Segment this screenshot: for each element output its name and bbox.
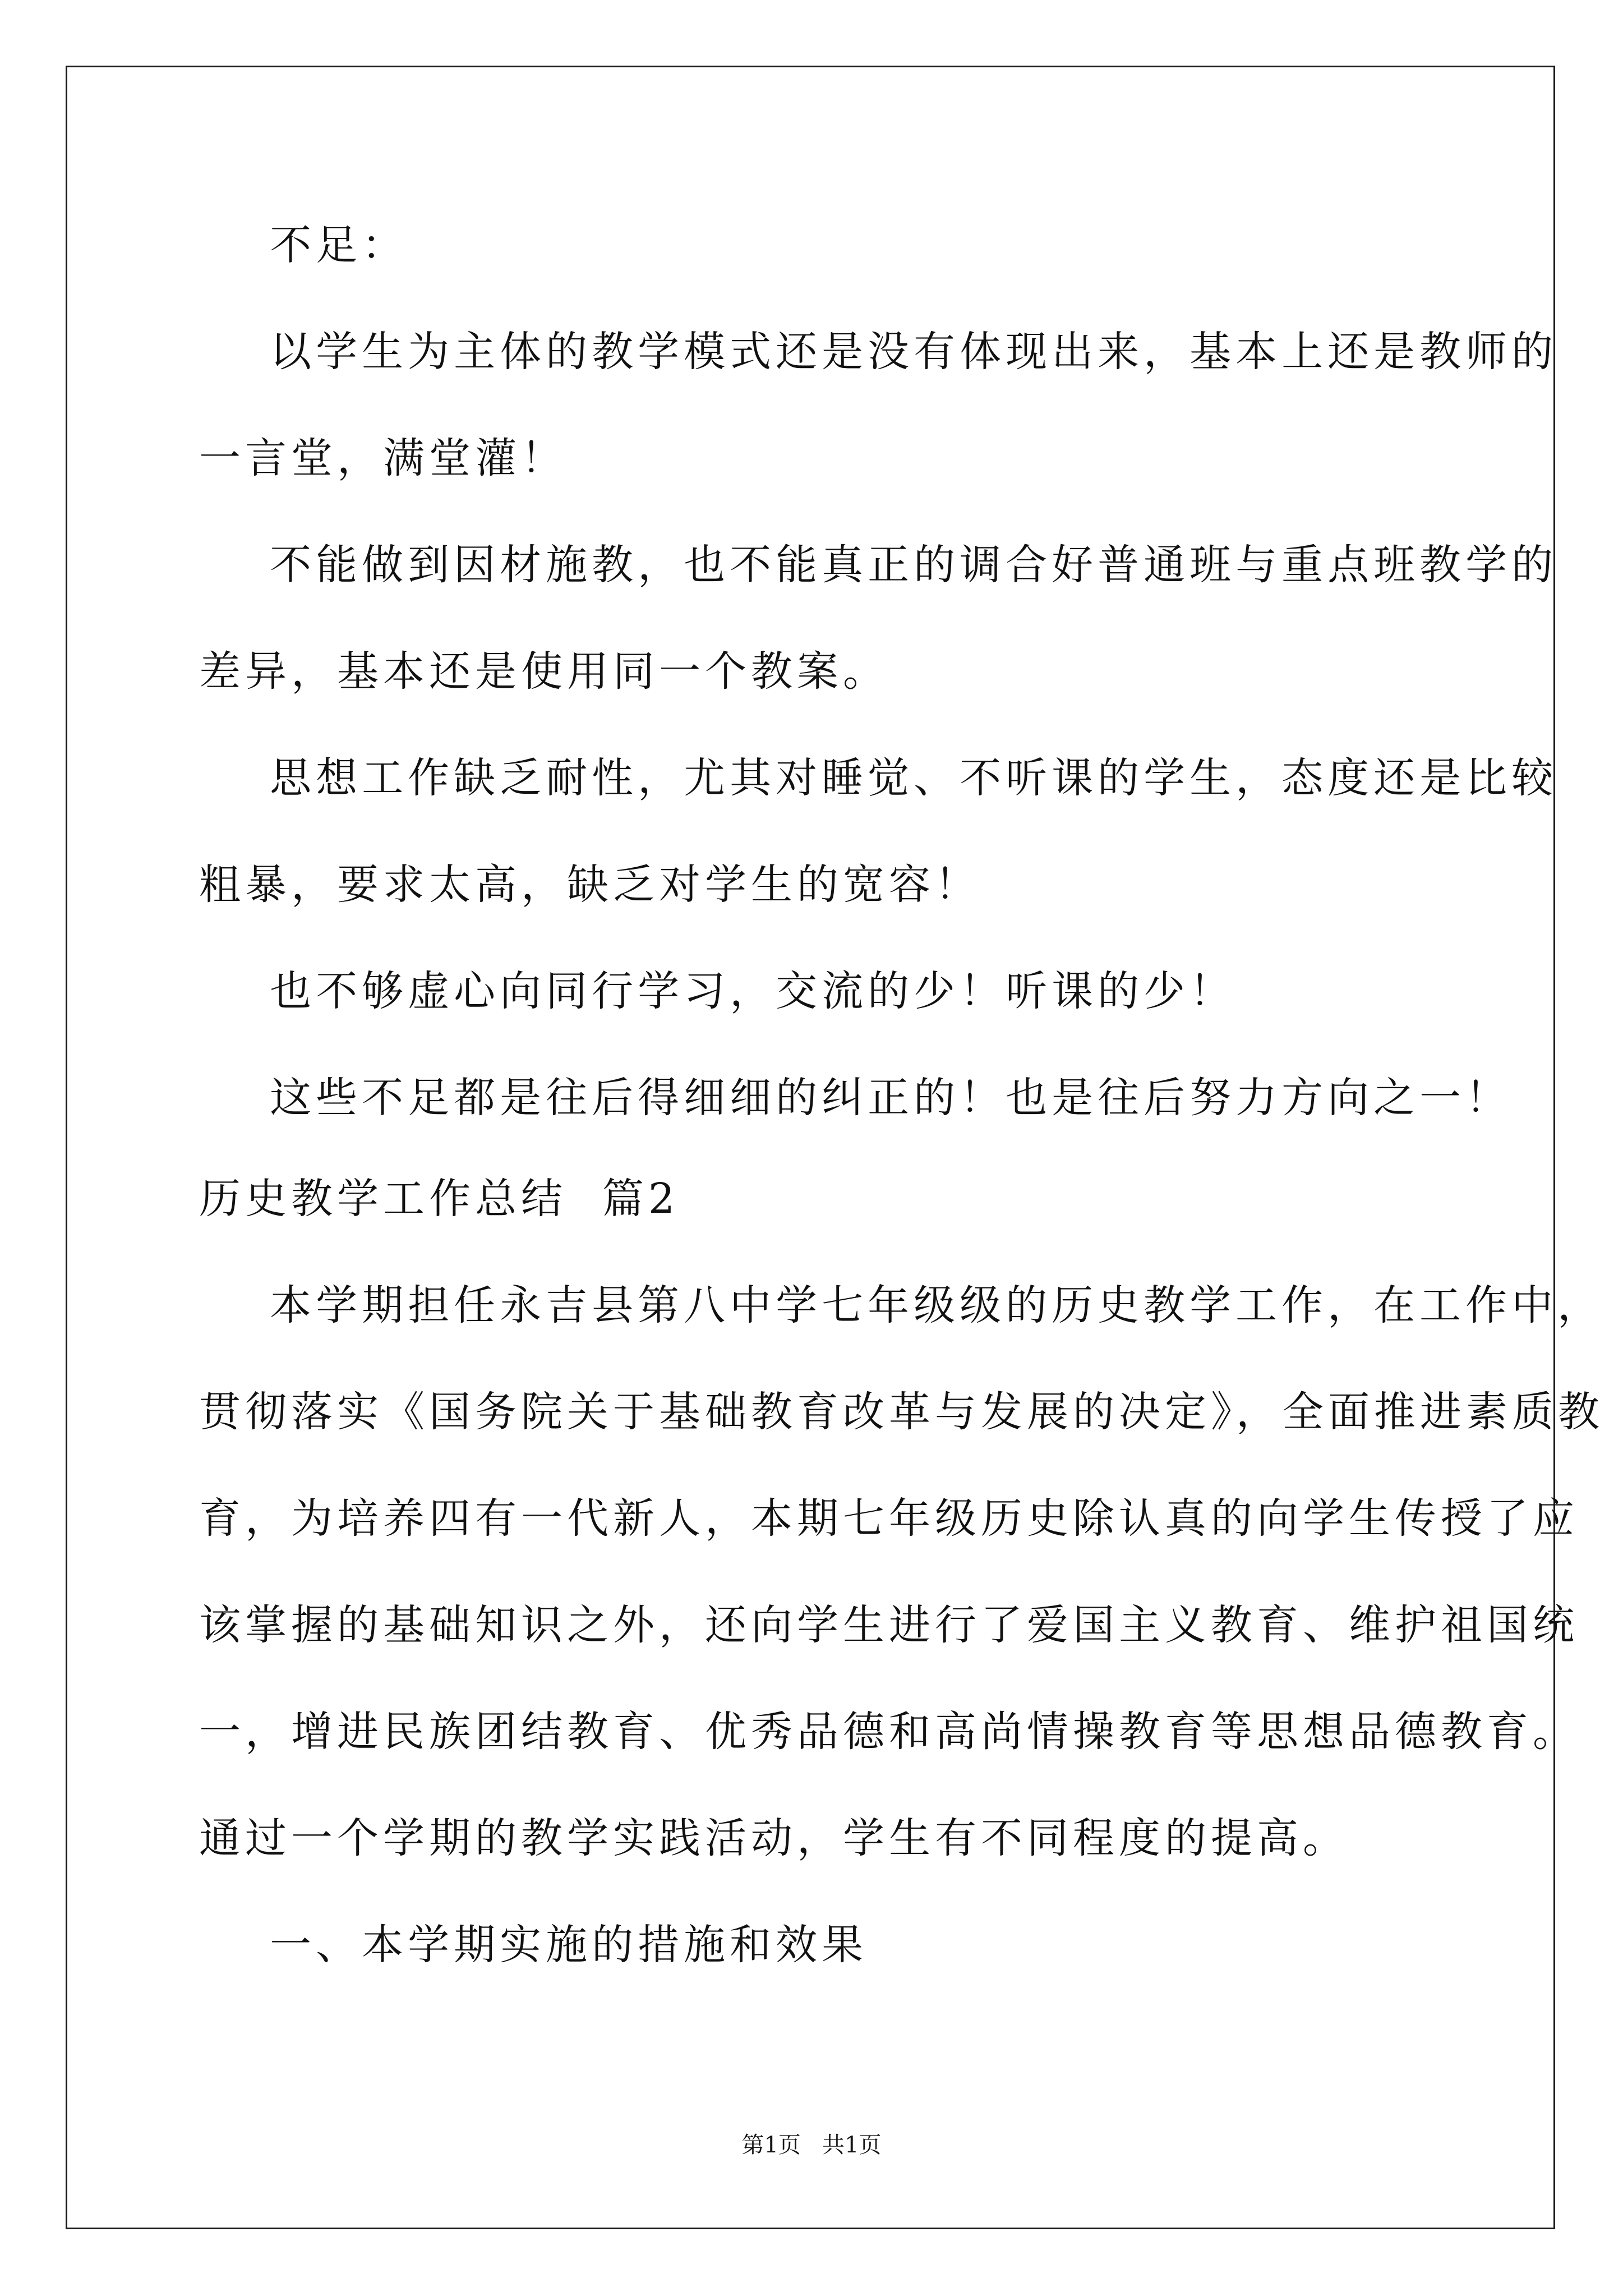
text-line: 这些不足都是往后得细细的纠正的！也是往后努力方向之一！ [199,1074,1512,1122]
text-line: 本学期担任永吉县第八中学七年级级的历史教学工作，在工作中， [199,1281,1604,1329]
text-line: 该掌握的基础知识之外，还向学生进行了爱国主义教育、维护祖国统 [199,1601,1579,1649]
section-heading: 历史教学工作总结 篇2 [199,1175,680,1223]
text-line: 通过一个学期的教学实践活动，学生有不同程度的提高。 [199,1814,1349,1862]
text-line: 粗暴，要求太高，缺乏对学生的宽容！ [199,861,981,909]
text-line: 一，增进民族团结教育、优秀品德和高尚情操教育等思想品德教育。 [199,1708,1579,1756]
page-number-footer: 第1页 共1页 [741,2132,882,2158]
text-line: 差异，基本还是使用同一个教案。 [199,647,889,696]
text-line: 育，为培养四有一代新人，本期七年级历史除认真的向学生传授了应 [199,1494,1579,1543]
text-line: 也不够虚心向同行学习，交流的少！听课的少！ [199,967,1236,1015]
text-line: 以学生为主体的教学模式还是没有体现出来，基本上还是教师的 [199,328,1558,376]
text-line: 一言堂，满堂灌！ [199,434,567,482]
text-line: 思想工作缺乏耐性，尤其对睡觉、不听课的学生，态度还是比较 [199,754,1558,802]
text-line: 一、本学期实施的措施和效果 [199,1921,868,1969]
text-line: 不足： [199,221,408,269]
text-line: 贯彻落实《国务院关于基础教育改革与发展的决定》，全面推进素质教 [199,1388,1604,1436]
page-border [66,66,1558,2229]
text-line: 不能做到因材施教，也不能真正的调合好普通班与重点班教学的 [199,541,1558,589]
